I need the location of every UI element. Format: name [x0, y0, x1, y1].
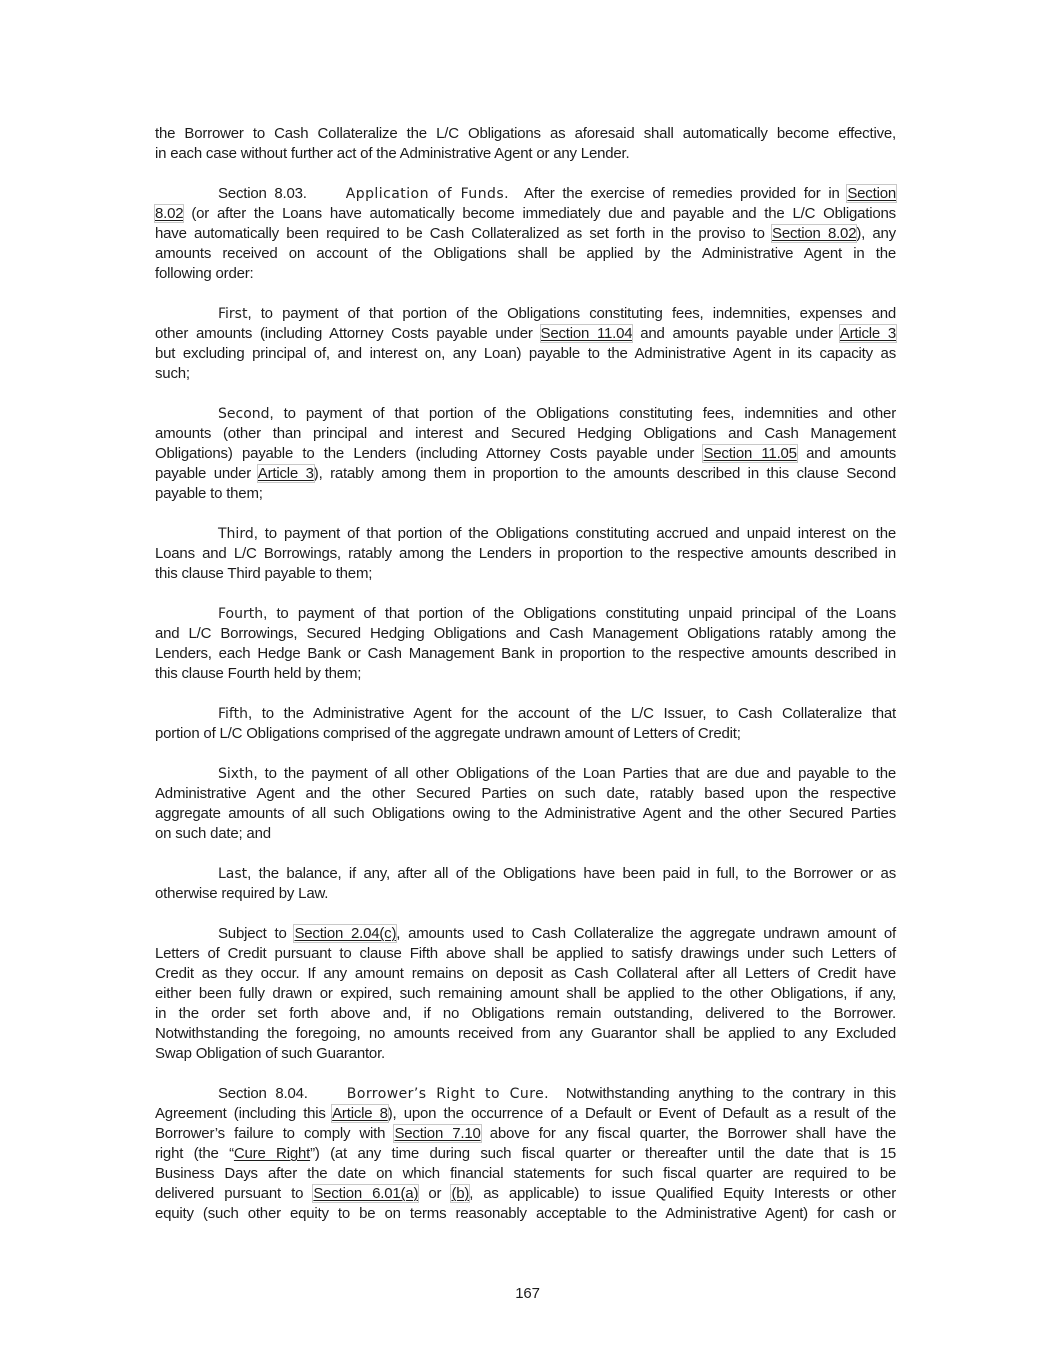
text-run: Credit as they occur. If any amount remains on deposit as Cash Collateral after all Letters of Credit have	[155, 965, 896, 982]
cross-reference-link[interactable]: Section 11.05	[703, 445, 797, 462]
cross-reference-link[interactable]: (b)	[451, 1185, 470, 1202]
text-run: right (the “	[155, 1145, 234, 1162]
line-content	[155, 1124, 896, 1144]
line-content	[155, 664, 361, 684]
line-content	[155, 1204, 896, 1224]
text-run: amounts received on account of the Obligations shall be applied by the Administrative Agent in the	[155, 245, 896, 262]
line-content	[155, 364, 190, 384]
defined-term: Cure Right	[233, 1145, 311, 1162]
line-content	[155, 464, 896, 484]
text-run: Notwithstanding the foregoing, no amounts received from any Guarantor shall be applied to any Excluded	[155, 1025, 896, 1042]
paragraph	[155, 184, 896, 284]
text-line	[155, 1044, 896, 1064]
cross-reference-link[interactable]: Article 8	[332, 1105, 388, 1122]
cross-reference-link[interactable]: Article 3	[839, 325, 897, 342]
text-line	[155, 604, 896, 624]
text-run: Loans and L/C Borrowings, ratably among the Lenders in proportion to the respective amounts described in	[155, 545, 896, 562]
line-content	[155, 1184, 896, 1204]
text-run: have automatically been required to be Cash Collateralized as set forth in the proviso to	[155, 225, 773, 242]
text-line	[155, 344, 896, 364]
line-content	[155, 1004, 896, 1024]
text-run: ), upon the occurrence of a Default or Event of Default as a result of the	[387, 1105, 896, 1122]
clause-ordinal: Second	[218, 406, 270, 422]
line-content	[155, 1044, 385, 1064]
line-content	[155, 824, 271, 844]
text-line	[155, 184, 896, 204]
text-run: , amounts used to Cash Collateralize the aggregate undrawn amount of	[396, 925, 896, 942]
line-content	[155, 784, 896, 804]
text-line	[155, 364, 896, 384]
text-run: amounts (other than principal and interest and Secured Hedging Obligations and Cash Management	[155, 425, 896, 442]
text-run: other amounts (including Attorney Costs payable under	[155, 325, 541, 342]
text-run: portion of L/C Obligations comprised of the aggregate undrawn amount of Letters of Credit;	[155, 725, 741, 742]
paragraph	[155, 604, 896, 684]
text-line	[155, 404, 896, 424]
clause-ordinal: Fourth	[218, 606, 264, 622]
line-content	[155, 264, 254, 284]
line-content	[155, 484, 263, 504]
section-number: Section 8.04.	[218, 1085, 308, 1102]
text-line	[155, 884, 896, 904]
cross-reference-link[interactable]: Section 6.01(a)	[313, 1185, 419, 1202]
text-run: Lenders, each Hedge Bank or Cash Management Bank in proportion to the respective amounts described in	[155, 645, 896, 662]
line-content	[155, 244, 896, 264]
text-line	[155, 444, 896, 464]
text-run: Letters of Credit pursuant to clause Fifth above shall be applied to satisfy drawings under such Letters of	[155, 945, 896, 962]
text-run: , to the Administrative Agent for the account of the L/C Issuer, to Cash Collateralize that	[247, 705, 896, 722]
continued-paragraph	[155, 124, 896, 164]
cross-reference-link[interactable]: Article 3	[257, 465, 314, 482]
line-content	[155, 644, 896, 664]
text-run: in each case without further act of the Administrative Agent or any Lender.	[155, 145, 630, 162]
line-content	[155, 424, 896, 444]
text-line	[155, 564, 896, 584]
text-line	[155, 804, 896, 824]
line-content	[218, 604, 896, 624]
text-line	[155, 524, 896, 544]
cross-reference-link[interactable]: Section 7.10	[394, 1125, 481, 1142]
text-line	[155, 204, 896, 224]
text-run: Agreement (including this	[155, 1105, 333, 1122]
line-content	[155, 1104, 896, 1124]
text-run: either been fully drawn or expired, such remaining amount shall be applied to the other Obligations, if any,	[155, 985, 896, 1002]
text-run: ”) (at any time during such fiscal quarter or thereafter until the date that is 15	[310, 1145, 896, 1162]
line-content	[155, 964, 896, 984]
text-run: , the balance, if any, after all of the Obligations have been paid in full, to the Borrower or as	[247, 865, 896, 882]
text-run: this clause Fourth held by them;	[155, 665, 362, 682]
line-content	[155, 944, 896, 964]
text-line	[155, 944, 896, 964]
text-run: payable under	[155, 465, 258, 482]
text-line	[155, 144, 896, 164]
text-run: aggregate amounts of all such Obligations owing to the Administrative Agent and the other Secured Parties	[155, 805, 896, 822]
text-run: , to the payment of all other Obligations of the Loan Parties that are due and payable to the	[253, 765, 896, 782]
text-line	[155, 1204, 896, 1224]
text-line	[155, 1144, 896, 1164]
text-run: following order:	[155, 265, 254, 282]
text-line	[155, 924, 896, 944]
line-content	[155, 444, 896, 464]
cross-reference-link[interactable]: 8.02	[155, 205, 184, 222]
text-line	[155, 304, 896, 324]
clause-ordinal: Third	[218, 526, 254, 542]
line-content	[155, 124, 896, 144]
text-run: Swap Obligation of such Guarantor.	[155, 1045, 386, 1062]
line-content	[218, 304, 896, 324]
text-run: Obligations) payable to the Lenders (including Attorney Costs payable under	[155, 445, 704, 462]
text-run: , to payment of that portion of the Obligations constituting unpaid principal of the Loans	[263, 605, 896, 622]
cross-reference-link[interactable]: Section 11.04	[540, 325, 633, 342]
line-content	[155, 544, 896, 564]
text-line	[155, 1024, 896, 1044]
text-run: in the order set forth above and, if no Obligations remain outstanding, delivered to the Borrower.	[155, 1005, 896, 1022]
clause-ordinal: Fifth	[218, 706, 248, 722]
page-number: 167	[515, 1285, 540, 1302]
text-line	[155, 1084, 896, 1104]
line-content	[155, 724, 741, 744]
text-run: on such date; and	[155, 825, 271, 842]
text-run: equity (such other equity to be on terms reasonably acceptable to the Administrative Agent) for cash or	[155, 1205, 896, 1222]
paragraph	[155, 864, 896, 904]
paragraph	[155, 704, 896, 744]
text-run: , to payment of that portion of the Obligations constituting fees, indemnities and other	[269, 405, 896, 422]
text-run: ), any	[856, 225, 896, 242]
line-content	[155, 1024, 896, 1044]
line-content	[218, 1084, 896, 1104]
text-line	[155, 824, 896, 844]
line-content	[218, 924, 896, 944]
line-content	[155, 1144, 896, 1164]
text-run: , as applicable) to issue Qualified Equity Interests or other	[469, 1185, 896, 1202]
text-line	[155, 124, 896, 144]
text-line	[155, 464, 896, 484]
text-run: but excluding principal of, and interest on, any Loan) payable to the Administrative Agent in its capacity as	[155, 345, 896, 362]
text-line	[155, 1004, 896, 1024]
text-line	[155, 644, 896, 664]
text-line	[155, 864, 896, 884]
clause-ordinal: First	[218, 306, 248, 322]
line-content	[155, 804, 896, 824]
line-content	[155, 344, 896, 364]
text-line	[155, 624, 896, 644]
text-run: such;	[155, 365, 190, 382]
line-content	[155, 1164, 896, 1184]
text-run: and amounts payable under	[632, 325, 840, 342]
text-run: After the exercise of remedies provided for in	[517, 185, 848, 202]
line-content	[218, 764, 896, 784]
text-run: otherwise required by Law.	[155, 885, 329, 902]
text-run: Administrative Agent and the other Secured Parties on such date, ratably based upon the respective	[155, 785, 896, 802]
text-run: this clause Third payable to them;	[155, 565, 373, 582]
line-content	[155, 144, 629, 164]
text-line	[155, 224, 896, 244]
text-run: and L/C Borrowings, Secured Hedging Obligations and Cash Management Obligations ratably among the	[155, 625, 896, 642]
text-run: or	[418, 1185, 452, 1202]
line-content	[218, 704, 896, 724]
text-line	[155, 664, 896, 684]
line-content	[218, 404, 896, 424]
text-run: delivered pursuant to	[155, 1185, 314, 1202]
page-body-text	[155, 124, 896, 1224]
line-content	[155, 884, 328, 904]
text-line	[155, 1164, 896, 1184]
paragraph	[155, 924, 896, 1064]
text-line	[155, 1124, 896, 1144]
text-line	[155, 1104, 896, 1124]
clause-ordinal: Last	[218, 866, 248, 882]
text-line	[155, 964, 896, 984]
text-line	[155, 244, 896, 264]
text-line	[155, 424, 896, 444]
line-content	[218, 184, 896, 204]
text-line	[155, 724, 896, 744]
cross-reference-link[interactable]: Section 8.02	[772, 225, 857, 242]
text-line	[155, 1184, 896, 1204]
text-run: Business Days after the date on which financial statements for such fiscal quarter are required to be	[155, 1165, 896, 1182]
section-caption: Application of Funds.	[345, 186, 510, 202]
text-line	[155, 544, 896, 564]
line-content	[155, 224, 896, 244]
text-run: payable to them;	[155, 485, 263, 502]
line-content	[155, 564, 372, 584]
text-run: (or after the Loans have automatically become immediately due and payable and the L/C Obligations	[183, 205, 896, 222]
text-run: , to payment of that portion of the Obligations constituting accrued and unpaid interest on the	[253, 525, 896, 542]
line-content	[155, 324, 896, 344]
line-content	[218, 864, 896, 884]
paragraph	[155, 404, 896, 504]
line-content	[155, 624, 896, 644]
text-run: above for any fiscal quarter, the Borrower shall have the	[480, 1125, 896, 1142]
section-caption: Borrower’s Right to Cure.	[346, 1086, 550, 1102]
paragraph	[155, 1084, 896, 1224]
text-run: ), ratably among them in proportion to the amounts described in this clause Second	[313, 465, 896, 482]
text-run: Borrower’s failure to comply with	[155, 1125, 395, 1142]
text-line	[155, 704, 896, 724]
text-line	[155, 264, 896, 284]
section-number: Section 8.03.	[218, 185, 307, 202]
paragraph	[155, 764, 896, 844]
text-run: the Borrower to Cash Collateralize the L/C Obligations as aforesaid shall automatically become effective,	[155, 125, 896, 142]
text-run: , to payment of that portion of the Obligations constituting fees, indemnities, expenses and	[247, 305, 896, 322]
line-content	[218, 524, 896, 544]
cross-reference-link[interactable]: Section 2.04(c)	[294, 925, 397, 942]
line-content	[155, 984, 896, 1004]
cross-reference-link[interactable]: Section	[847, 185, 896, 202]
line-content	[155, 204, 896, 224]
text-run: Subject to	[218, 925, 295, 942]
text-run: and amounts	[796, 445, 896, 462]
paragraph	[155, 524, 896, 584]
text-line	[155, 784, 896, 804]
text-line	[155, 324, 896, 344]
text-run: Notwithstanding anything to the contrary in this	[557, 1085, 896, 1102]
text-line	[155, 764, 896, 784]
paragraph	[155, 304, 896, 384]
text-line	[155, 484, 896, 504]
text-line	[155, 984, 896, 1004]
clause-ordinal: Sixth	[218, 766, 254, 782]
